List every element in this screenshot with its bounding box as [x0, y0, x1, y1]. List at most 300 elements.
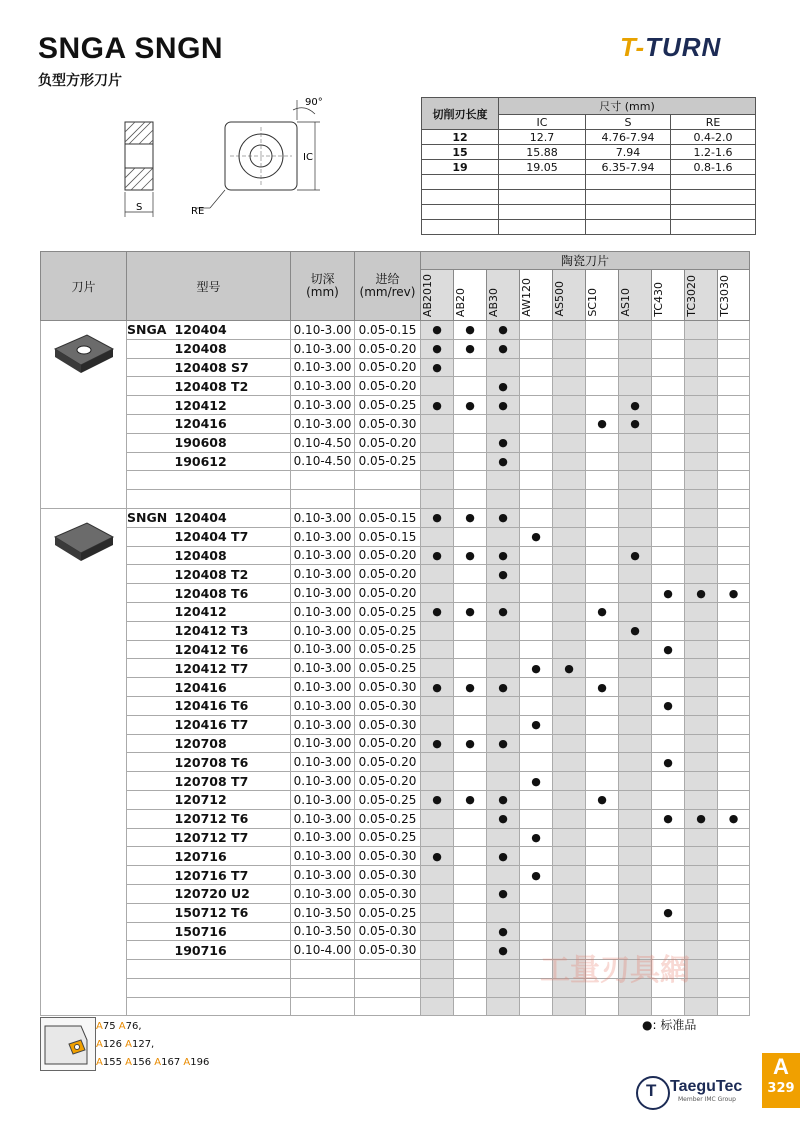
grade-cell	[487, 715, 520, 734]
empty-cell	[355, 978, 421, 997]
feed-value: 0.05-0.20	[355, 433, 421, 452]
empty-cell	[619, 490, 652, 509]
table-row	[41, 321, 750, 340]
empty-cell	[291, 997, 355, 1016]
grade-cell	[520, 903, 553, 922]
dim-cell-re: 1.2-1.6	[671, 145, 756, 160]
depth-value: 0.10-3.00	[291, 847, 355, 866]
grade-cell	[619, 678, 652, 697]
empty-cell	[127, 997, 175, 1016]
depth-value: 0.10-3.00	[291, 621, 355, 640]
grade-cell	[619, 339, 652, 358]
grade-cell	[454, 584, 487, 603]
grade-cell	[685, 866, 718, 885]
grade-cell	[454, 941, 487, 960]
grade-cell	[487, 640, 520, 659]
grade-cell	[520, 321, 553, 340]
model-prefix-blank	[127, 884, 175, 903]
availability-dot: ●	[652, 696, 685, 715]
grade-cell	[520, 621, 553, 640]
grade-cell	[553, 546, 586, 565]
grade-cell	[487, 828, 520, 847]
table-row	[41, 903, 750, 922]
grade-cell	[619, 659, 652, 678]
grade-cell	[685, 715, 718, 734]
model-code: 120416	[175, 414, 291, 433]
page-ref[interactable]: A155	[96, 1057, 122, 1068]
availability-dot: ●	[520, 828, 553, 847]
page-ref[interactable]: A156	[125, 1057, 152, 1068]
legend-standard: ●: 标准品	[642, 1018, 697, 1032]
grade-cell	[718, 866, 750, 885]
grade-cell	[520, 565, 553, 584]
grade-cell	[718, 414, 750, 433]
grade-cell	[718, 546, 750, 565]
model-prefix-blank	[127, 678, 175, 697]
model-code: 120408	[175, 339, 291, 358]
availability-dot: ●	[487, 339, 520, 358]
page-ref[interactable]: A127,	[125, 1039, 155, 1050]
grade-cell	[487, 414, 520, 433]
empty-cell	[553, 471, 586, 490]
model-code: 120416 T6	[175, 696, 291, 715]
grade-cell	[652, 377, 685, 396]
grade-cell	[619, 433, 652, 452]
grade-cell	[652, 884, 685, 903]
grade-cell	[421, 715, 454, 734]
depth-value: 0.10-3.00	[291, 678, 355, 697]
page-references	[96, 1018, 209, 1072]
dim-empty-cell	[422, 175, 499, 190]
grade-header	[652, 270, 685, 321]
grade-cell	[520, 640, 553, 659]
grade-cell	[454, 452, 487, 471]
grade-cell	[421, 809, 454, 828]
grade-cell	[718, 602, 750, 621]
feed-value: 0.05-0.25	[355, 602, 421, 621]
grade-cell	[619, 452, 652, 471]
grade-cell	[652, 602, 685, 621]
availability-dot: ●	[520, 527, 553, 546]
table-row	[41, 584, 750, 603]
model-prefix-blank	[127, 847, 175, 866]
grade-cell	[553, 621, 586, 640]
availability-dot: ●	[454, 602, 487, 621]
page-ref[interactable]: A196	[183, 1057, 210, 1068]
feed-value: 0.05-0.30	[355, 715, 421, 734]
grade-cell	[652, 339, 685, 358]
grade-cell	[553, 715, 586, 734]
grade-cell	[718, 433, 750, 452]
grade-cell	[586, 640, 619, 659]
company-name: TaeguTec	[670, 1078, 743, 1095]
model-prefix-blank	[127, 828, 175, 847]
empty-cell	[586, 471, 619, 490]
grade-cell	[685, 414, 718, 433]
grade-cell	[553, 508, 586, 527]
feed-value: 0.05-0.20	[355, 358, 421, 377]
availability-dot: ●	[454, 734, 487, 753]
model-prefix-blank	[127, 358, 175, 377]
empty-cell	[553, 997, 586, 1016]
model-code: 190608	[175, 433, 291, 452]
dim-empty-cell	[586, 175, 671, 190]
feed-value: 0.05-0.20	[355, 753, 421, 772]
depth-value: 0.10-3.00	[291, 640, 355, 659]
grade-cell	[619, 753, 652, 772]
table-row	[41, 753, 750, 772]
header-feed: 进给 (mm/rev)	[355, 252, 421, 321]
dim-empty-row	[422, 205, 756, 220]
availability-dot: ●	[487, 809, 520, 828]
grade-cell	[652, 922, 685, 941]
model-prefix-blank	[127, 790, 175, 809]
dim-cell-len: 12	[422, 130, 499, 145]
grade-cell	[685, 546, 718, 565]
grade-cell	[685, 433, 718, 452]
table-row	[41, 790, 750, 809]
table-row	[41, 546, 750, 565]
availability-dot: ●	[487, 396, 520, 415]
grade-cell	[685, 790, 718, 809]
availability-dot: ●	[421, 546, 454, 565]
grade-cell	[685, 696, 718, 715]
grade-cell	[619, 377, 652, 396]
availability-dot: ●	[619, 546, 652, 565]
grade-cell	[454, 377, 487, 396]
dim-cell-len: 15	[422, 145, 499, 160]
dim-row	[422, 130, 756, 145]
grade-cell	[685, 527, 718, 546]
grade-cell	[652, 659, 685, 678]
dim-cell-ic: 15.88	[499, 145, 586, 160]
dim-cell-re: 0.4-2.0	[671, 130, 756, 145]
dim-empty-cell	[499, 175, 586, 190]
availability-dot: ●	[421, 602, 454, 621]
grade-cell	[520, 790, 553, 809]
availability-dot: ●	[619, 396, 652, 415]
grade-cell	[553, 527, 586, 546]
availability-dot: ●	[586, 678, 619, 697]
availability-dot: ●	[454, 339, 487, 358]
model-code: 120416 T7	[175, 715, 291, 734]
grade-cell	[685, 508, 718, 527]
grade-cell	[421, 903, 454, 922]
empty-cell	[718, 978, 750, 997]
table-row	[41, 678, 750, 697]
model-code: 120408	[175, 546, 291, 565]
page-ref[interactable]: A126	[96, 1039, 122, 1050]
grade-cell	[685, 903, 718, 922]
availability-dot: ●	[421, 508, 454, 527]
grade-cell	[652, 565, 685, 584]
model-code: 120412	[175, 396, 291, 415]
grade-cell	[553, 602, 586, 621]
grade-label: AB20	[454, 287, 467, 317]
availability-dot: ●	[685, 584, 718, 603]
grade-cell	[685, 847, 718, 866]
grade-cell	[619, 866, 652, 885]
availability-dot: ●	[487, 734, 520, 753]
grade-cell	[619, 903, 652, 922]
page-ref[interactable]: A167	[154, 1057, 181, 1068]
grade-cell	[718, 828, 750, 847]
table-row	[41, 847, 750, 866]
availability-dot: ●	[586, 414, 619, 433]
depth-value: 0.10-3.00	[291, 790, 355, 809]
feed-value: 0.05-0.25	[355, 828, 421, 847]
grade-cell	[652, 358, 685, 377]
grade-cell	[586, 922, 619, 941]
grade-cell	[586, 621, 619, 640]
dim-empty-cell	[499, 220, 586, 235]
empty-cell	[291, 471, 355, 490]
grade-cell	[553, 565, 586, 584]
empty-cell	[685, 490, 718, 509]
feed-value: 0.05-0.30	[355, 922, 421, 941]
empty-cell	[454, 997, 487, 1016]
grade-cell	[652, 546, 685, 565]
availability-dot: ●	[454, 321, 487, 340]
grade-cell	[586, 847, 619, 866]
grade-header	[586, 270, 619, 321]
header-ceramic: 陶瓷刀片	[421, 252, 750, 270]
grade-header	[685, 270, 718, 321]
feed-value: 0.05-0.20	[355, 546, 421, 565]
availability-dot: ●	[553, 659, 586, 678]
empty-cell	[421, 978, 454, 997]
model-code: 120412 T7	[175, 659, 291, 678]
grade-cell	[454, 640, 487, 659]
depth-value: 0.10-3.50	[291, 922, 355, 941]
availability-dot: ●	[421, 396, 454, 415]
grade-cell	[685, 452, 718, 471]
grade-header	[520, 270, 553, 321]
model-code: 120708 T6	[175, 753, 291, 772]
grade-cell	[685, 884, 718, 903]
grade-cell	[454, 696, 487, 715]
feed-value: 0.05-0.20	[355, 339, 421, 358]
empty-cell	[586, 490, 619, 509]
s-label: S	[136, 202, 143, 213]
grade-cell	[520, 678, 553, 697]
empty-cell	[175, 490, 291, 509]
grade-label: AB30	[487, 287, 500, 317]
grade-cell	[553, 339, 586, 358]
grade-cell	[586, 884, 619, 903]
empty-cell	[421, 471, 454, 490]
model-prefix-blank	[127, 433, 175, 452]
dim-empty-cell	[499, 190, 586, 205]
availability-dot: ●	[487, 790, 520, 809]
grade-cell	[454, 847, 487, 866]
dim-empty-cell	[671, 220, 756, 235]
empty-cell	[487, 978, 520, 997]
availability-dot: ●	[421, 847, 454, 866]
grade-cell	[553, 828, 586, 847]
availability-dot: ●	[421, 321, 454, 340]
model-code: 120712	[175, 790, 291, 809]
grade-cell	[685, 358, 718, 377]
model-code: 120712 T7	[175, 828, 291, 847]
holder-reference-icon	[40, 1017, 96, 1071]
dim-empty-row	[422, 175, 756, 190]
grade-cell	[553, 396, 586, 415]
grade-cell	[718, 884, 750, 903]
empty-cell	[652, 997, 685, 1016]
empty-cell	[487, 471, 520, 490]
availability-dot: ●	[487, 922, 520, 941]
grade-cell	[718, 659, 750, 678]
grade-cell	[586, 321, 619, 340]
availability-dot: ●	[487, 941, 520, 960]
empty-cell	[454, 490, 487, 509]
table-row	[41, 339, 750, 358]
availability-dot: ●	[487, 678, 520, 697]
grade-cell	[652, 396, 685, 415]
model-prefix-blank	[127, 602, 175, 621]
grade-cell	[652, 414, 685, 433]
grade-cell	[685, 339, 718, 358]
ref-line-3	[96, 1054, 209, 1072]
grade-cell	[421, 527, 454, 546]
availability-dot: ●	[718, 584, 750, 603]
table-row	[41, 602, 750, 621]
grade-cell	[619, 602, 652, 621]
grade-cell	[520, 339, 553, 358]
empty-row	[41, 471, 750, 490]
dim-col-size: 尺寸 (mm)	[499, 98, 756, 115]
depth-value: 0.10-3.00	[291, 396, 355, 415]
grade-cell	[619, 508, 652, 527]
grade-cell	[586, 565, 619, 584]
grade-cell	[421, 377, 454, 396]
grade-cell	[718, 696, 750, 715]
page-ref[interactable]: A76,	[118, 1021, 142, 1032]
model-code: 120716	[175, 847, 291, 866]
empty-cell	[454, 471, 487, 490]
grade-cell	[652, 433, 685, 452]
empty-cell	[355, 471, 421, 490]
grade-cell	[685, 772, 718, 791]
empty-cell	[454, 978, 487, 997]
grade-cell	[421, 640, 454, 659]
grade-cell	[421, 696, 454, 715]
availability-dot: ●	[619, 621, 652, 640]
model-prefix-blank	[127, 941, 175, 960]
model-code: 120412	[175, 602, 291, 621]
dim-empty-cell	[422, 205, 499, 220]
grade-header	[619, 270, 652, 321]
grade-cell	[586, 828, 619, 847]
grade-cell	[685, 621, 718, 640]
model-prefix-blank	[127, 452, 175, 471]
depth-value: 0.10-3.00	[291, 809, 355, 828]
empty-cell	[619, 997, 652, 1016]
availability-dot: ●	[454, 678, 487, 697]
model-prefix-blank	[127, 659, 175, 678]
empty-cell	[520, 997, 553, 1016]
grade-cell	[553, 433, 586, 452]
grade-cell	[619, 790, 652, 809]
page-ref[interactable]: A75	[96, 1021, 116, 1032]
availability-dot: ●	[652, 903, 685, 922]
grade-cell	[586, 809, 619, 828]
grade-cell	[454, 922, 487, 941]
grade-cell	[586, 734, 619, 753]
availability-dot: ●	[487, 546, 520, 565]
model-prefix-blank	[127, 809, 175, 828]
grade-cell	[520, 508, 553, 527]
grade-cell	[421, 866, 454, 885]
grade-cell	[652, 772, 685, 791]
grade-cell	[586, 546, 619, 565]
feed-value: 0.05-0.30	[355, 847, 421, 866]
grade-cell	[619, 828, 652, 847]
depth-value: 0.10-3.50	[291, 903, 355, 922]
model-prefix-blank	[127, 640, 175, 659]
grade-cell	[685, 377, 718, 396]
grade-cell	[553, 922, 586, 941]
table-row	[41, 696, 750, 715]
empty-cell	[718, 997, 750, 1016]
table-row	[41, 433, 750, 452]
header-insert: 刀片	[41, 252, 127, 321]
grade-cell	[454, 903, 487, 922]
table-row	[41, 565, 750, 584]
grade-label: AS500	[553, 281, 566, 317]
availability-dot: ●	[454, 396, 487, 415]
table-row	[41, 508, 750, 527]
dim-cell-ic: 19.05	[499, 160, 586, 175]
model-prefix-blank	[127, 527, 175, 546]
grade-cell	[421, 584, 454, 603]
grade-cell	[520, 358, 553, 377]
grade-cell	[718, 508, 750, 527]
ref-line-1	[96, 1018, 209, 1036]
grade-cell	[520, 922, 553, 941]
grade-cell	[553, 696, 586, 715]
grade-cell	[718, 772, 750, 791]
grade-cell	[619, 584, 652, 603]
depth-value: 0.10-3.00	[291, 772, 355, 791]
dim-empty-cell	[586, 205, 671, 220]
grade-cell	[454, 414, 487, 433]
feed-value: 0.05-0.25	[355, 809, 421, 828]
grade-cell	[685, 922, 718, 941]
grade-cell	[718, 847, 750, 866]
grade-cell	[619, 565, 652, 584]
grade-cell	[652, 678, 685, 697]
grade-cell	[586, 715, 619, 734]
feed-value: 0.05-0.30	[355, 414, 421, 433]
grade-cell	[718, 396, 750, 415]
depth-value: 0.10-3.00	[291, 527, 355, 546]
availability-dot: ●	[454, 790, 487, 809]
depth-value: 0.10-3.00	[291, 602, 355, 621]
grade-cell	[553, 452, 586, 471]
angle-label: 90°	[305, 97, 323, 108]
availability-dot: ●	[652, 809, 685, 828]
depth-value: 0.10-3.00	[291, 508, 355, 527]
feed-value: 0.05-0.20	[355, 734, 421, 753]
availability-dot: ●	[487, 565, 520, 584]
table-row	[41, 396, 750, 415]
grade-cell	[487, 659, 520, 678]
company-sub: Member IMC Group	[678, 1096, 736, 1103]
dim-empty-cell	[671, 205, 756, 220]
grade-cell	[718, 903, 750, 922]
